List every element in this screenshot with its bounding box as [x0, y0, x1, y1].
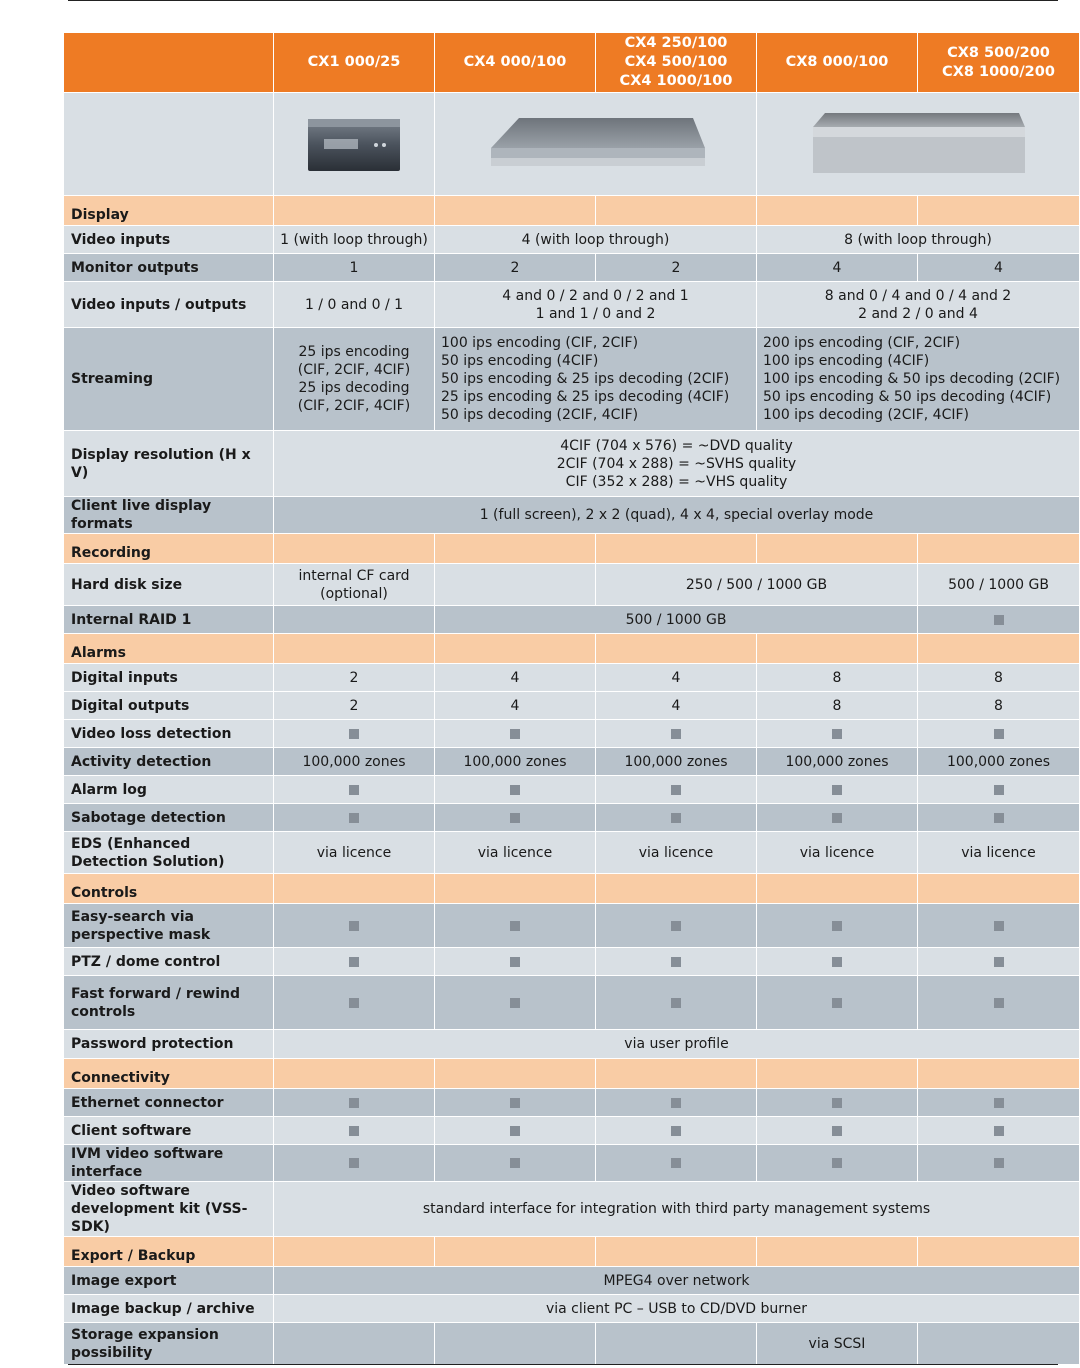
section-display — [64, 196, 1080, 226]
feature-marker-icon — [671, 998, 681, 1008]
table-cell: 2 — [596, 254, 757, 282]
table-cell: 1 (with loop through) — [274, 226, 435, 254]
feature-marker-icon — [994, 615, 1004, 625]
table-row — [64, 1295, 1080, 1323]
feature-marker-icon — [832, 921, 842, 931]
row-label: Digital inputs — [64, 664, 274, 692]
table-cell: 100 ips encoding (CIF, 2CIF) 50 ips encoding (4CIF) 50 ips encoding & 25 ips decoding (2CIF) 25 ips encoding & 25 ips decoding (4CIF) 50 ips decoding (2CIF, 4CIF) — [435, 328, 757, 431]
row-label: Display resolution (H x V) — [64, 431, 274, 497]
table-cell: 8 — [918, 664, 1080, 692]
feature-marker-icon — [832, 1126, 842, 1136]
feature-marker-icon — [349, 1098, 359, 1108]
feature-marker-icon — [671, 729, 681, 739]
feature-marker-icon — [994, 813, 1004, 823]
feature-marker-icon — [510, 998, 520, 1008]
feature-marker-icon — [671, 921, 681, 931]
table-row — [64, 720, 1080, 748]
feature-marker-icon — [349, 729, 359, 739]
table-cell: 1 / 0 and 0 / 1 — [274, 282, 435, 328]
table-cell: standard interface for integration with third party management systems — [274, 1182, 1080, 1237]
table-cell: 4 — [435, 664, 596, 692]
header-cx8-hdd: CX8 500/200 CX8 1000/200 — [918, 33, 1080, 93]
header-cx1: CX1 000/25 — [274, 33, 435, 93]
table-row — [64, 282, 1080, 328]
table-cell: 4CIF (704 x 576) = ~DVD quality 2CIF (704 x 288) = ~SVHS quality CIF (352 x 288) = ~VHS quality — [274, 431, 1080, 497]
table-cell: 200 ips encoding (CIF, 2CIF) 100 ips encoding (4CIF) 100 ips encoding & 50 ips decoding (2CIF) 50 ips encoding & 50 ips decoding (4CIF) 100 ips decoding (2CIF, 4CIF) — [757, 328, 1080, 431]
feature-marker-icon — [510, 813, 520, 823]
table-row — [64, 976, 1080, 1030]
feature-marker-icon — [349, 1158, 359, 1168]
feature-marker-icon — [671, 813, 681, 823]
table-cell: 100,000 zones — [435, 748, 596, 776]
row-label: Image backup / archive — [64, 1295, 274, 1323]
table-cell — [274, 1323, 435, 1365]
row-label: Video software development kit (VSS-SDK) — [64, 1182, 274, 1237]
table-cell: 2 — [435, 254, 596, 282]
feature-marker-icon — [994, 998, 1004, 1008]
table-row — [64, 226, 1080, 254]
table-cell: via user profile — [274, 1030, 1080, 1059]
table-row — [64, 776, 1080, 804]
table-cell — [596, 1323, 757, 1365]
table-row — [64, 606, 1080, 634]
table-cell: 4 — [918, 254, 1080, 282]
row-label: Fast forward / rewind controls — [64, 976, 274, 1030]
table-cell: internal CF card (optional) — [274, 564, 435, 606]
row-label: Digital outputs — [64, 692, 274, 720]
spec-comparison-table — [63, 32, 1080, 1365]
table-cell: 1 (full screen), 2 x 2 (quad), 4 x 4, special overlay mode — [274, 497, 1080, 534]
table-cell: 8 — [757, 692, 918, 720]
feature-marker-icon — [510, 1126, 520, 1136]
bottom-rule — [68, 1364, 1058, 1365]
feature-marker-icon — [994, 1158, 1004, 1168]
section-label: Export / Backup — [64, 1237, 274, 1267]
row-label: Password protection — [64, 1030, 274, 1059]
feature-marker-icon — [349, 921, 359, 931]
table-cell: via licence — [596, 832, 757, 874]
table-row — [64, 948, 1080, 976]
feature-marker-icon — [349, 1126, 359, 1136]
table-cell: 8 and 0 / 4 and 0 / 4 and 2 2 and 2 / 0 and 4 — [757, 282, 1080, 328]
table-cell: via licence — [435, 832, 596, 874]
feature-marker-icon — [671, 957, 681, 967]
row-label: Monitor outputs — [64, 254, 274, 282]
row-label: Client live display formats — [64, 497, 274, 534]
table-row — [64, 1182, 1080, 1237]
row-label: EDS (Enhanced Detection Solution) — [64, 832, 274, 874]
table-cell: 100,000 zones — [596, 748, 757, 776]
table-cell: 8 — [757, 664, 918, 692]
section-controls — [64, 874, 1080, 904]
section-label: Display — [64, 196, 274, 226]
feature-marker-icon — [671, 1126, 681, 1136]
table-row — [64, 1117, 1080, 1145]
header-cx8: CX8 000/100 — [757, 33, 918, 93]
table-row — [64, 804, 1080, 832]
feature-marker-icon — [832, 957, 842, 967]
feature-marker-icon — [994, 921, 1004, 931]
table-cell: via licence — [274, 832, 435, 874]
table-cell: 100,000 zones — [757, 748, 918, 776]
row-label: Internal RAID 1 — [64, 606, 274, 634]
feature-marker-icon — [832, 1098, 842, 1108]
table-row — [64, 1089, 1080, 1117]
table-cell — [918, 1323, 1080, 1365]
header-corner — [64, 33, 274, 93]
section-recording — [64, 534, 1080, 564]
table-cell: 250 / 500 / 1000 GB — [596, 564, 918, 606]
table-cell: 4 — [596, 664, 757, 692]
row-label: Video inputs — [64, 226, 274, 254]
row-label: Sabotage detection — [64, 804, 274, 832]
table-cell: 4 — [596, 692, 757, 720]
table-cell: via licence — [757, 832, 918, 874]
feature-marker-icon — [510, 1098, 520, 1108]
row-label: IVM video software interface — [64, 1145, 274, 1182]
table-cell — [274, 606, 435, 634]
feature-marker-icon — [832, 785, 842, 795]
table-cell: 4 (with loop through) — [435, 226, 757, 254]
table-row — [64, 904, 1080, 948]
table-cell — [435, 1323, 596, 1365]
row-label: Video loss detection — [64, 720, 274, 748]
feature-marker-icon — [994, 1098, 1004, 1108]
row-label: Image export — [64, 1267, 274, 1295]
feature-marker-icon — [994, 729, 1004, 739]
table-row — [64, 497, 1080, 534]
row-label: Ethernet connector — [64, 1089, 274, 1117]
table-row — [64, 1323, 1080, 1365]
table-cell: 25 ips encoding (CIF, 2CIF, 4CIF) 25 ips decoding (CIF, 2CIF, 4CIF) — [274, 328, 435, 431]
table-cell: 1 — [274, 254, 435, 282]
row-label: Activity detection — [64, 748, 274, 776]
row-label: Alarm log — [64, 776, 274, 804]
table-cell: via licence — [918, 832, 1080, 874]
table-cell: 500 / 1000 GB — [918, 564, 1080, 606]
table-cell: MPEG4 over network — [274, 1267, 1080, 1295]
table-row — [64, 564, 1080, 606]
feature-marker-icon — [671, 785, 681, 795]
feature-marker-icon — [510, 957, 520, 967]
table-cell — [918, 606, 1080, 634]
feature-marker-icon — [510, 1158, 520, 1168]
section-label: Controls — [64, 874, 274, 904]
table-cell: 100,000 zones — [274, 748, 435, 776]
feature-marker-icon — [510, 921, 520, 931]
cx8-device-image — [757, 93, 1080, 196]
row-label: PTZ / dome control — [64, 948, 274, 976]
table-row — [64, 254, 1080, 282]
section-alarms — [64, 634, 1080, 664]
table-cell: 4 — [435, 692, 596, 720]
section-connectivity — [64, 1059, 1080, 1089]
header-cx4: CX4 000/100 — [435, 33, 596, 93]
table-row — [64, 328, 1080, 431]
table-cell: 2 — [274, 692, 435, 720]
table-row — [64, 1267, 1080, 1295]
feature-marker-icon — [349, 785, 359, 795]
cx1-device-image — [274, 93, 435, 196]
feature-marker-icon — [994, 1126, 1004, 1136]
feature-marker-icon — [349, 813, 359, 823]
header-row — [64, 33, 1080, 93]
feature-marker-icon — [671, 1158, 681, 1168]
table-cell — [435, 564, 596, 606]
table-row — [64, 748, 1080, 776]
feature-marker-icon — [349, 998, 359, 1008]
table-row — [64, 1145, 1080, 1182]
feature-marker-icon — [994, 785, 1004, 795]
section-label: Connectivity — [64, 1059, 274, 1089]
row-label: Hard disk size — [64, 564, 274, 606]
section-label: Alarms — [64, 634, 274, 664]
feature-marker-icon — [510, 729, 520, 739]
table-cell: 100,000 zones — [918, 748, 1080, 776]
feature-marker-icon — [994, 957, 1004, 967]
feature-marker-icon — [832, 1158, 842, 1168]
table-cell: via client PC – USB to CD/DVD burner — [274, 1295, 1080, 1323]
row-label: Client software — [64, 1117, 274, 1145]
table-row — [64, 431, 1080, 497]
header-cx4-hdd: CX4 250/100 CX4 500/100 CX4 1000/100 — [596, 33, 757, 93]
table-cell: 500 / 1000 GB — [435, 606, 918, 634]
table-row — [64, 1030, 1080, 1059]
table-cell: 8 (with loop through) — [757, 226, 1080, 254]
row-label: Streaming — [64, 328, 274, 431]
top-rule — [68, 0, 1058, 1]
section-export — [64, 1237, 1080, 1267]
row-label: Video inputs / outputs — [64, 282, 274, 328]
feature-marker-icon — [349, 957, 359, 967]
feature-marker-icon — [832, 998, 842, 1008]
section-label: Recording — [64, 534, 274, 564]
table-row — [64, 692, 1080, 720]
device-image-row — [64, 93, 1080, 196]
table-cell: 2 — [274, 664, 435, 692]
row-label: Storage expansion possibility — [64, 1323, 274, 1365]
feature-marker-icon — [832, 813, 842, 823]
feature-marker-icon — [832, 729, 842, 739]
row-label: Easy-search via perspective mask — [64, 904, 274, 948]
cx4-device-image — [435, 93, 757, 196]
table-row — [64, 664, 1080, 692]
table-cell: via SCSI — [757, 1323, 918, 1365]
feature-marker-icon — [671, 1098, 681, 1108]
table-cell: 4 — [757, 254, 918, 282]
table-cell: 8 — [918, 692, 1080, 720]
image-corner — [64, 93, 274, 196]
table-cell: 4 and 0 / 2 and 0 / 2 and 1 1 and 1 / 0 and 2 — [435, 282, 757, 328]
feature-marker-icon — [510, 785, 520, 795]
table-row — [64, 832, 1080, 874]
